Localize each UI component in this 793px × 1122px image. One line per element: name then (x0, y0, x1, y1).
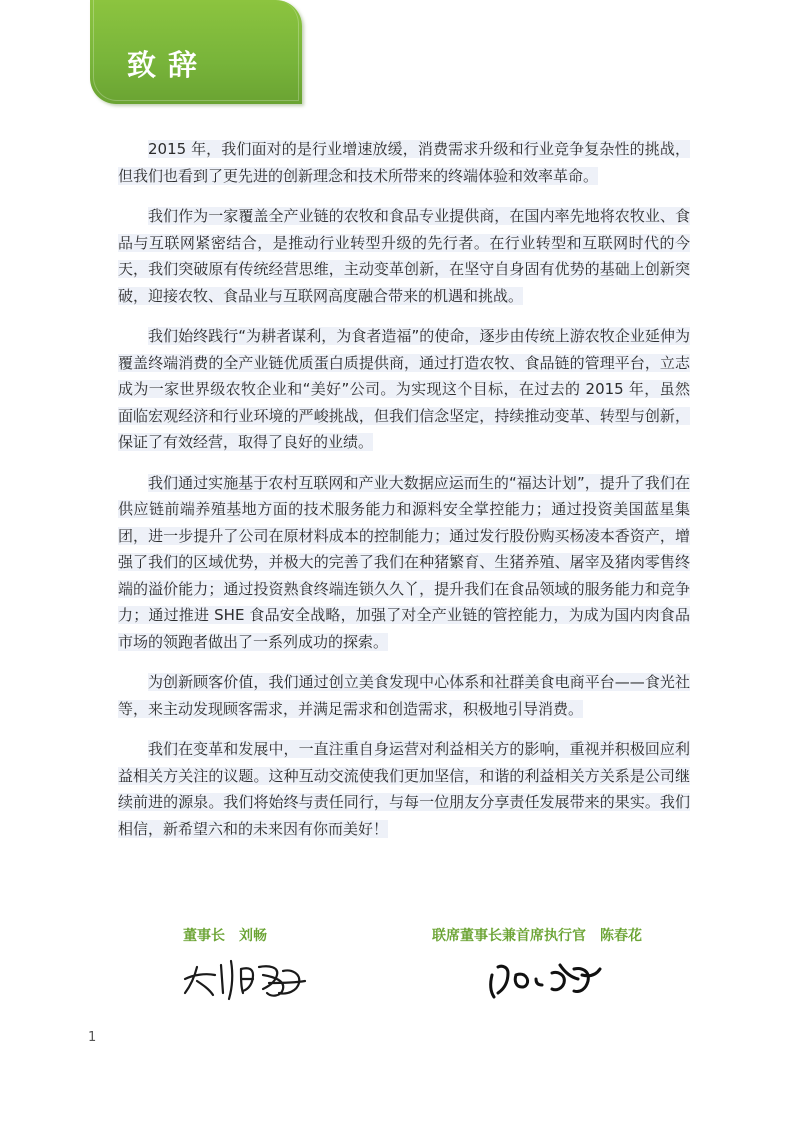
handwritten-signature-ceo (486, 953, 666, 1003)
signature-block-ceo (432, 925, 666, 1003)
paragraph-6: 我们在变革和发展中，一直注重自身运营对利益相关方的影响，重视并积极回应利益相关方关注的议题。这种互动交流使我们更加坚信，和谐的利益相关方关系是公司继续前进的源泉。我们将始终与责任同行，与每一位朋友分享责任发展带来的果实。我们相信，新希望六和的未来因有你而美好！ (118, 740, 690, 838)
letter-body (118, 136, 690, 856)
signature-title-chairman: 董事长 刘畅 (183, 928, 267, 944)
page-number: 1 (88, 1030, 97, 1045)
paragraph-5: 为创新顾客价值，我们通过创立美食发现中心体系和社群美食电商平台——食光社等，来主动发现顾客需求，并满足需求和创造需求，积极地引导消费。 (118, 673, 690, 718)
paragraph-4: 我们通过实施基于农村互联网和产业大数据应运而生的“福达计划”，提升了我们在供应链前端养殖基地方面的技术服务能力和源料安全掌控能力；通过投资美国蓝星集团，进一步提升了公司在原材料成本的控制能力；通过发行股份购买杨凌本香资产，增强了我们的区域优势，并极大的完善了我们在种猪繁育、生猪养殖、屠宰及猪肉零售终端的溢价能力；通过投资熟食终端连锁久久丫，提升我们在食品领域的服务能力和竞争力；通过推进 SHE 食品安全战略，加强了对全产业链的管控能力，为成为国内肉食品市场的领跑者做出了一系列成功的探索。 (118, 473, 690, 651)
handwritten-signature-chairman (183, 953, 313, 1003)
page-title: 致辞 (127, 48, 210, 82)
paragraph-2: 我们作为一家覆盖全产业链的农牧和食品专业提供商，在国内率先地将农牧业、食品与互联网紧密结合，是推动行业转型升级的先行者。在行业转型和互联网时代的今天，我们突破原有传统经营思维，主动变革创新，在坚守自身固有优势的基础上创新突破，迎接农牧、食品业与互联网高度融合带来的机遇和挑战。 (118, 207, 690, 305)
paragraph-3: 我们始终践行“为耕者谋利，为食者造福”的使命，逐步由传统上游农牧企业延伸为覆盖终端消费的全产业链优质蛋白质提供商，通过打造农牧、食品链的管理平台，立志成为一家世界级农牧企业和“美好”公司。为实现这个目标，在过去的 2015 年，虽然面临宏观经济和行业环境的严峻挑战，但我们信念坚定，持续推动变革、转型与创新，保证了有效经营，取得了良好的业绩。 (118, 327, 690, 451)
signature-block-chairman (183, 925, 313, 1003)
signature-title-ceo: 联席董事长兼首席执行官 陈春花 (432, 928, 642, 944)
header-tab (90, 0, 302, 104)
paragraph-1: 2015 年，我们面对的是行业增速放缓，消费需求升级和行业竞争复杂性的挑战，但我们也看到了更先进的创新理念和技术所带来的终端体验和效率革命。 (118, 140, 690, 185)
